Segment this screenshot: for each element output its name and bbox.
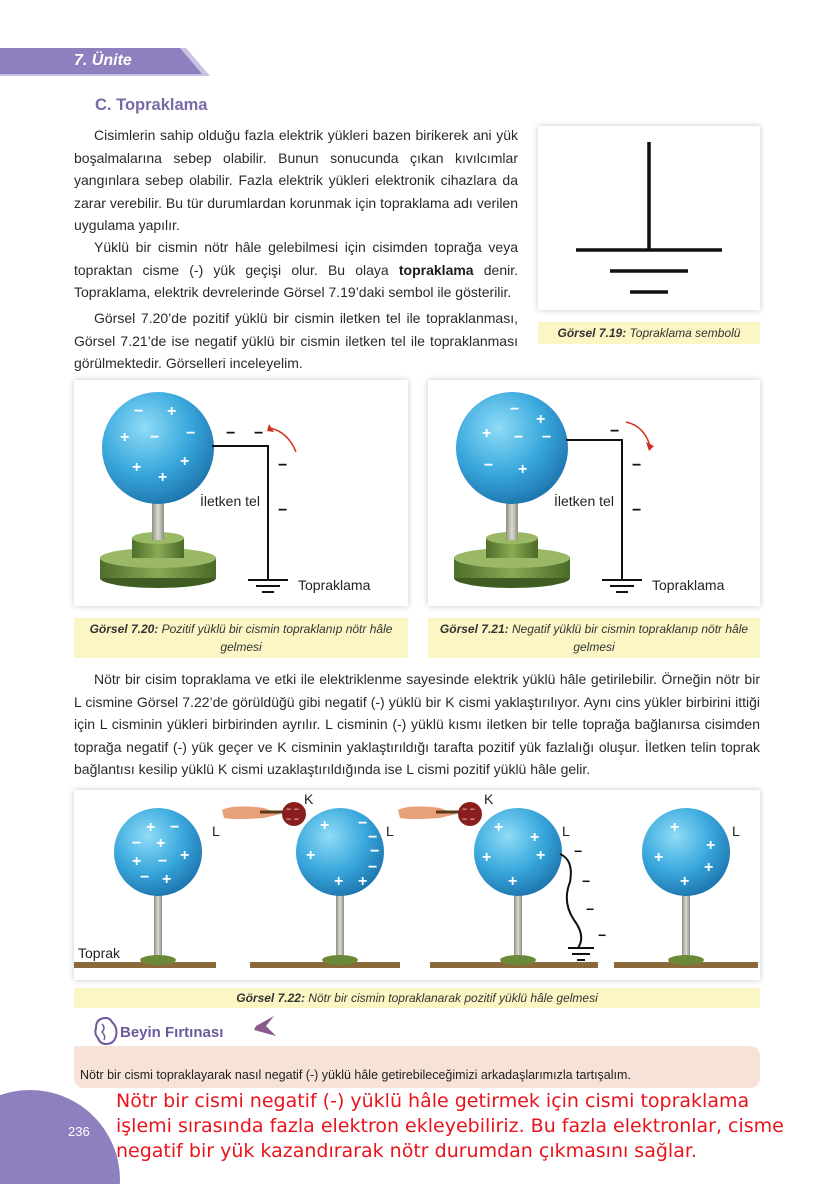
caption-number: Görsel 7.21:: [439, 622, 509, 636]
charge-mark: −: [574, 843, 583, 859]
brainstorm-title: Beyin Fırtınası: [120, 1024, 224, 1041]
charge-mark: +: [508, 873, 518, 890]
charge-mark: −: [278, 502, 288, 519]
p2-text: Yüklü bir cismin nötr hâle gelebilmesi için cisimden toprağa veya topraktan cisme (-) yük geçişi olur. Bu olaya: [74, 239, 518, 278]
charge-mark: − −: [286, 804, 300, 814]
caption-number: Görsel 7.19:: [557, 326, 627, 340]
charge-mark: −: [132, 835, 142, 852]
caption-7-19: [538, 322, 760, 344]
l-label: L: [732, 823, 740, 839]
charge-mark: +: [704, 859, 714, 876]
negative-sphere-grounding-illustration: [428, 380, 760, 606]
paragraph-4: Nötr bir cisim topraklama ve etki ile elektriklenme sayesinde elektrik yüklü hâle getirilebilir. Örneğin nötr bir L cismine Görsel 7.22’de görüldüğü gibi negatif (-) yüklü bir K cismi yaklaştırılıyor. Aynı cins yükler birbirini ittiği için L cisminin yükleri birbirinden ayrılır. L cisminin (-) yüklü kısmı iletken bir telle toprağa bağlanırsa cisimden toprağa negatif (-) yük geçer ve K cisminin yaklaştırıldığı tarafta pozitif yük fazlalığı oluşur. İletken telin toprak bağlantısı kesilip yüklü K cismi uzaklaştırıldığında ise L cismi pozitif yüklü hâle gelir.: [74, 671, 760, 777]
unit-label: 7. Ünite: [74, 52, 132, 69]
charge-mark: −: [514, 429, 524, 446]
caption-text: Negatif yüklü bir cismin topraklanıp nötr hâle gelmesi: [508, 622, 749, 654]
arrow-up-icon: [270, 428, 296, 452]
charge-mark: −: [542, 429, 552, 446]
charge-mark: +: [680, 873, 690, 890]
charge-mark: +: [706, 837, 716, 854]
l-label: L: [386, 823, 394, 839]
ground-label: Topraklama: [298, 577, 371, 593]
charge-mark: − −: [462, 804, 476, 814]
figure-7-20: [74, 380, 408, 606]
k-label: K: [304, 791, 314, 807]
charge-mark: +: [670, 819, 680, 836]
charge-mark: +: [358, 873, 368, 890]
charge-mark: +: [158, 469, 168, 486]
charge-mark: −: [278, 457, 288, 474]
charge-mark: −: [582, 873, 591, 889]
paragraph-3: Görsel 7.20’de pozitif yüklü bir cismin iletken tel ile topraklanması, Görsel 7.21’de ise negatif yüklü bir cismin iletken tel ile topraklanması görülmektedir. Görselleri inceleyelim.: [74, 310, 518, 371]
page-number: 236: [68, 1124, 90, 1139]
charge-mark: −: [158, 853, 168, 870]
charge-mark: +: [132, 853, 142, 870]
wire-label: İletken tel: [554, 493, 614, 509]
charge-mark: +: [482, 425, 492, 442]
section-title: C. Topraklama: [95, 96, 208, 114]
wire-label: İletken tel: [200, 493, 260, 509]
unit-header-tab: [0, 48, 210, 78]
p2-text-end: denir. Topraklama, elektrik devrelerinde Görsel 7.19’daki sembol ile gösterilir.: [74, 261, 519, 300]
charge-mark: −: [134, 403, 144, 420]
charge-mark: +: [654, 849, 664, 866]
charge-mark: −: [140, 869, 150, 886]
charge-mark: −: [358, 815, 368, 832]
charge-mark: −: [368, 859, 378, 876]
charge-mark: +: [530, 829, 540, 846]
caption-text: Pozitif yüklü bir cismin topraklanıp nötr hâle gelmesi: [158, 622, 393, 654]
p2-bold-term: topraklama: [398, 261, 474, 278]
charge-mark: +: [320, 817, 330, 834]
charge-mark: +: [536, 847, 546, 864]
charge-mark: −: [226, 425, 236, 442]
ground-label: Topraklama: [652, 577, 725, 593]
figure-7-19: [538, 126, 760, 310]
charge-mark: −: [598, 927, 607, 943]
charge-mark: +: [146, 819, 156, 836]
charge-mark: +: [306, 847, 316, 864]
l-label: L: [562, 823, 570, 839]
ground-label: Toprak: [78, 945, 121, 961]
brain-icon: [92, 1016, 120, 1046]
k-label: K: [484, 791, 494, 807]
caption-text: Topraklama sembolü: [626, 326, 741, 340]
caption-number: Görsel 7.20:: [89, 622, 159, 636]
induction-grounding-sequence-illustration: [74, 790, 760, 980]
positive-sphere-grounding-illustration: [74, 380, 408, 606]
lightning-icon: [252, 1014, 278, 1038]
charge-mark: +: [162, 871, 172, 888]
charge-mark: +: [156, 835, 166, 852]
charge-mark: −: [610, 423, 620, 440]
ground-symbol-icon: [538, 126, 760, 310]
charge-mark: −: [632, 457, 642, 474]
charge-mark: +: [536, 411, 546, 428]
brainstorm-question: Nötr bir cismi topraklayarak nasıl negatif (-) yüklü hâle getirebileceğimizi arkadaşlarımızla tartışalım.: [80, 1068, 631, 1082]
handwritten-answer: Nötr bir cismi negatif (-) yüklü hâle getirmek için cismi topraklama işlemi sırasında fazla elektron ekleyebiliriz. Bu fazla elektronlar, cisme negatif bir yük kazandırarak nötr durumdan çıkmasını sağlar.: [116, 1090, 784, 1162]
caption-7-22: [74, 988, 760, 1008]
charge-mark: +: [120, 429, 130, 446]
charge-mark: +: [334, 873, 344, 890]
charge-mark: − −: [286, 814, 300, 824]
charge-mark: −: [370, 843, 380, 860]
paragraph-2: [74, 236, 518, 304]
charge-mark: −: [254, 425, 264, 442]
paragraph-1: Cisimlerin sahip olduğu fazla elektrik yükleri bazen birikerek ani yük boşalmalarına sebep olabilir. Bunun sonucunda çıkan kıvılcımlar yangınlara sebep olabilir. Fazla elektrik yükleri elektronik cihazlara da zarar verebilir. Bu tür durumlardan korunmak için topraklama adı verilen uygulama yapılır.: [74, 127, 518, 233]
caption-7-20: [74, 618, 408, 658]
charge-mark: −: [170, 819, 180, 836]
charge-mark: +: [167, 403, 177, 420]
charge-mark: +: [180, 847, 190, 864]
charge-mark: − −: [462, 814, 476, 824]
caption-7-21: [428, 618, 760, 658]
charge-mark: −: [586, 901, 595, 917]
caption-text: Nötr bir cismin topraklanarak pozitif yüklü hâle gelmesi: [304, 991, 598, 1005]
charge-mark: +: [494, 819, 504, 836]
charge-mark: +: [482, 849, 492, 866]
charge-mark: −: [510, 401, 520, 418]
caption-number: Görsel 7.22:: [236, 991, 305, 1005]
charge-mark: +: [180, 453, 190, 470]
charge-mark: −: [484, 457, 494, 474]
charge-mark: +: [518, 461, 528, 478]
page-number-badge: [0, 1090, 120, 1184]
l-label: L: [212, 823, 220, 839]
figure-7-22: [74, 790, 760, 980]
charge-mark: −: [632, 502, 642, 519]
charge-mark: +: [132, 459, 142, 476]
charge-mark: −: [368, 829, 378, 846]
charge-mark: −: [150, 429, 160, 446]
charge-mark: −: [186, 425, 196, 442]
figure-7-21: [428, 380, 760, 606]
